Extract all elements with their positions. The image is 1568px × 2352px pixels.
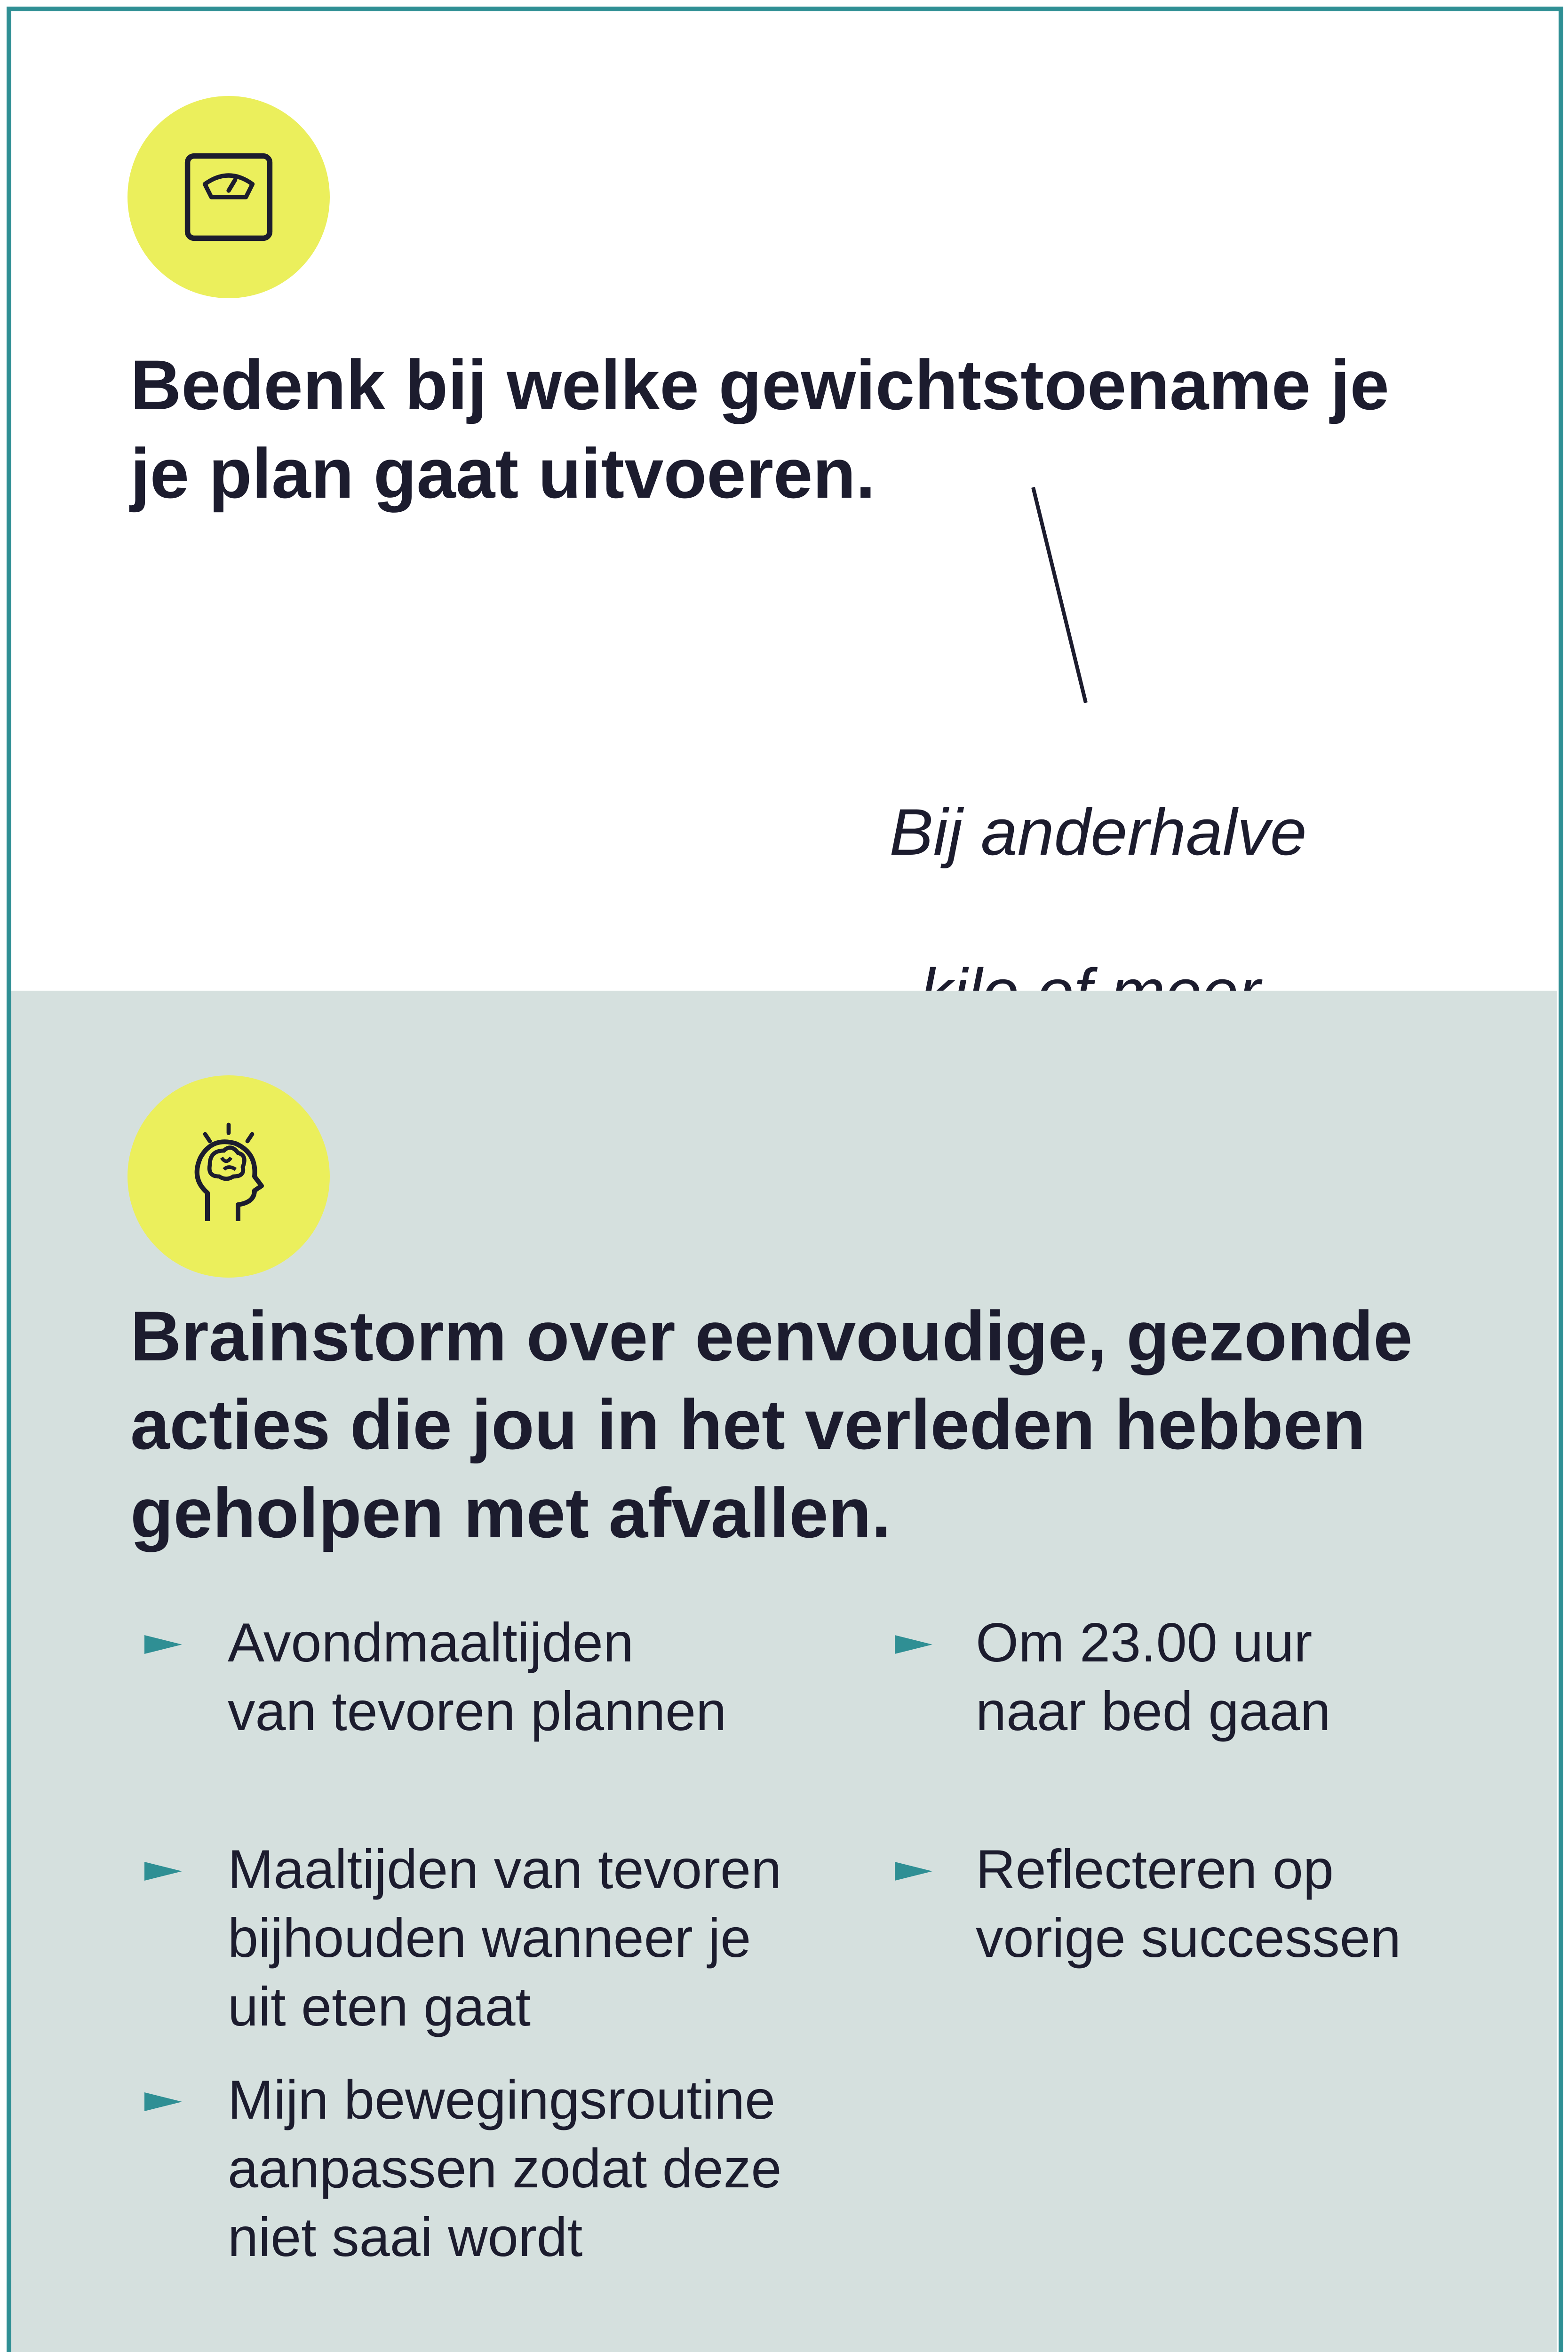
step1-note-line1: Bij anderhalve [889,795,1307,869]
bullet-arrow-icon [144,1635,182,1654]
bullet-arrow-icon [895,1862,932,1881]
step1-heading-line2: je plan gaat uitvoeren. [130,434,876,513]
step2-heading-line2: acties die jou in het verleden hebben [130,1385,1366,1464]
bullet-arrow-icon [895,1635,932,1654]
step2-heading [130,1292,1518,1557]
list-item: Maaltijden van tevoren bijhouden wanneer je uit eten gaat [228,1838,782,2037]
bullet-arrow-icon [144,2092,182,2111]
step-brainstorm [11,991,1557,2352]
step2-heading-line3: geholpen met afvallen. [130,1473,891,1552]
list-item: Om 23.00 uur naar bed gaan [976,1612,1331,1742]
list-item: Mijn bewegingsroutine aanpassen zodat deze niet saai wordt [228,2069,782,2268]
brain-head-icon [170,1118,287,1235]
list-item: Avondmaaltijden van tevoren plannen [228,1612,727,1742]
step-weight-trigger [11,11,1557,991]
list-item: Reflecteren op vorige successen [976,1838,1401,1969]
bullet-arrow-icon [144,1862,182,1881]
brain-head-icon-badge [127,1075,330,1278]
step2-heading-line1: Brainstorm over eenvoudige, gezonde [130,1296,1413,1375]
step1-heading-line1: Bedenk bij welke gewichtstoename je [130,345,1389,424]
